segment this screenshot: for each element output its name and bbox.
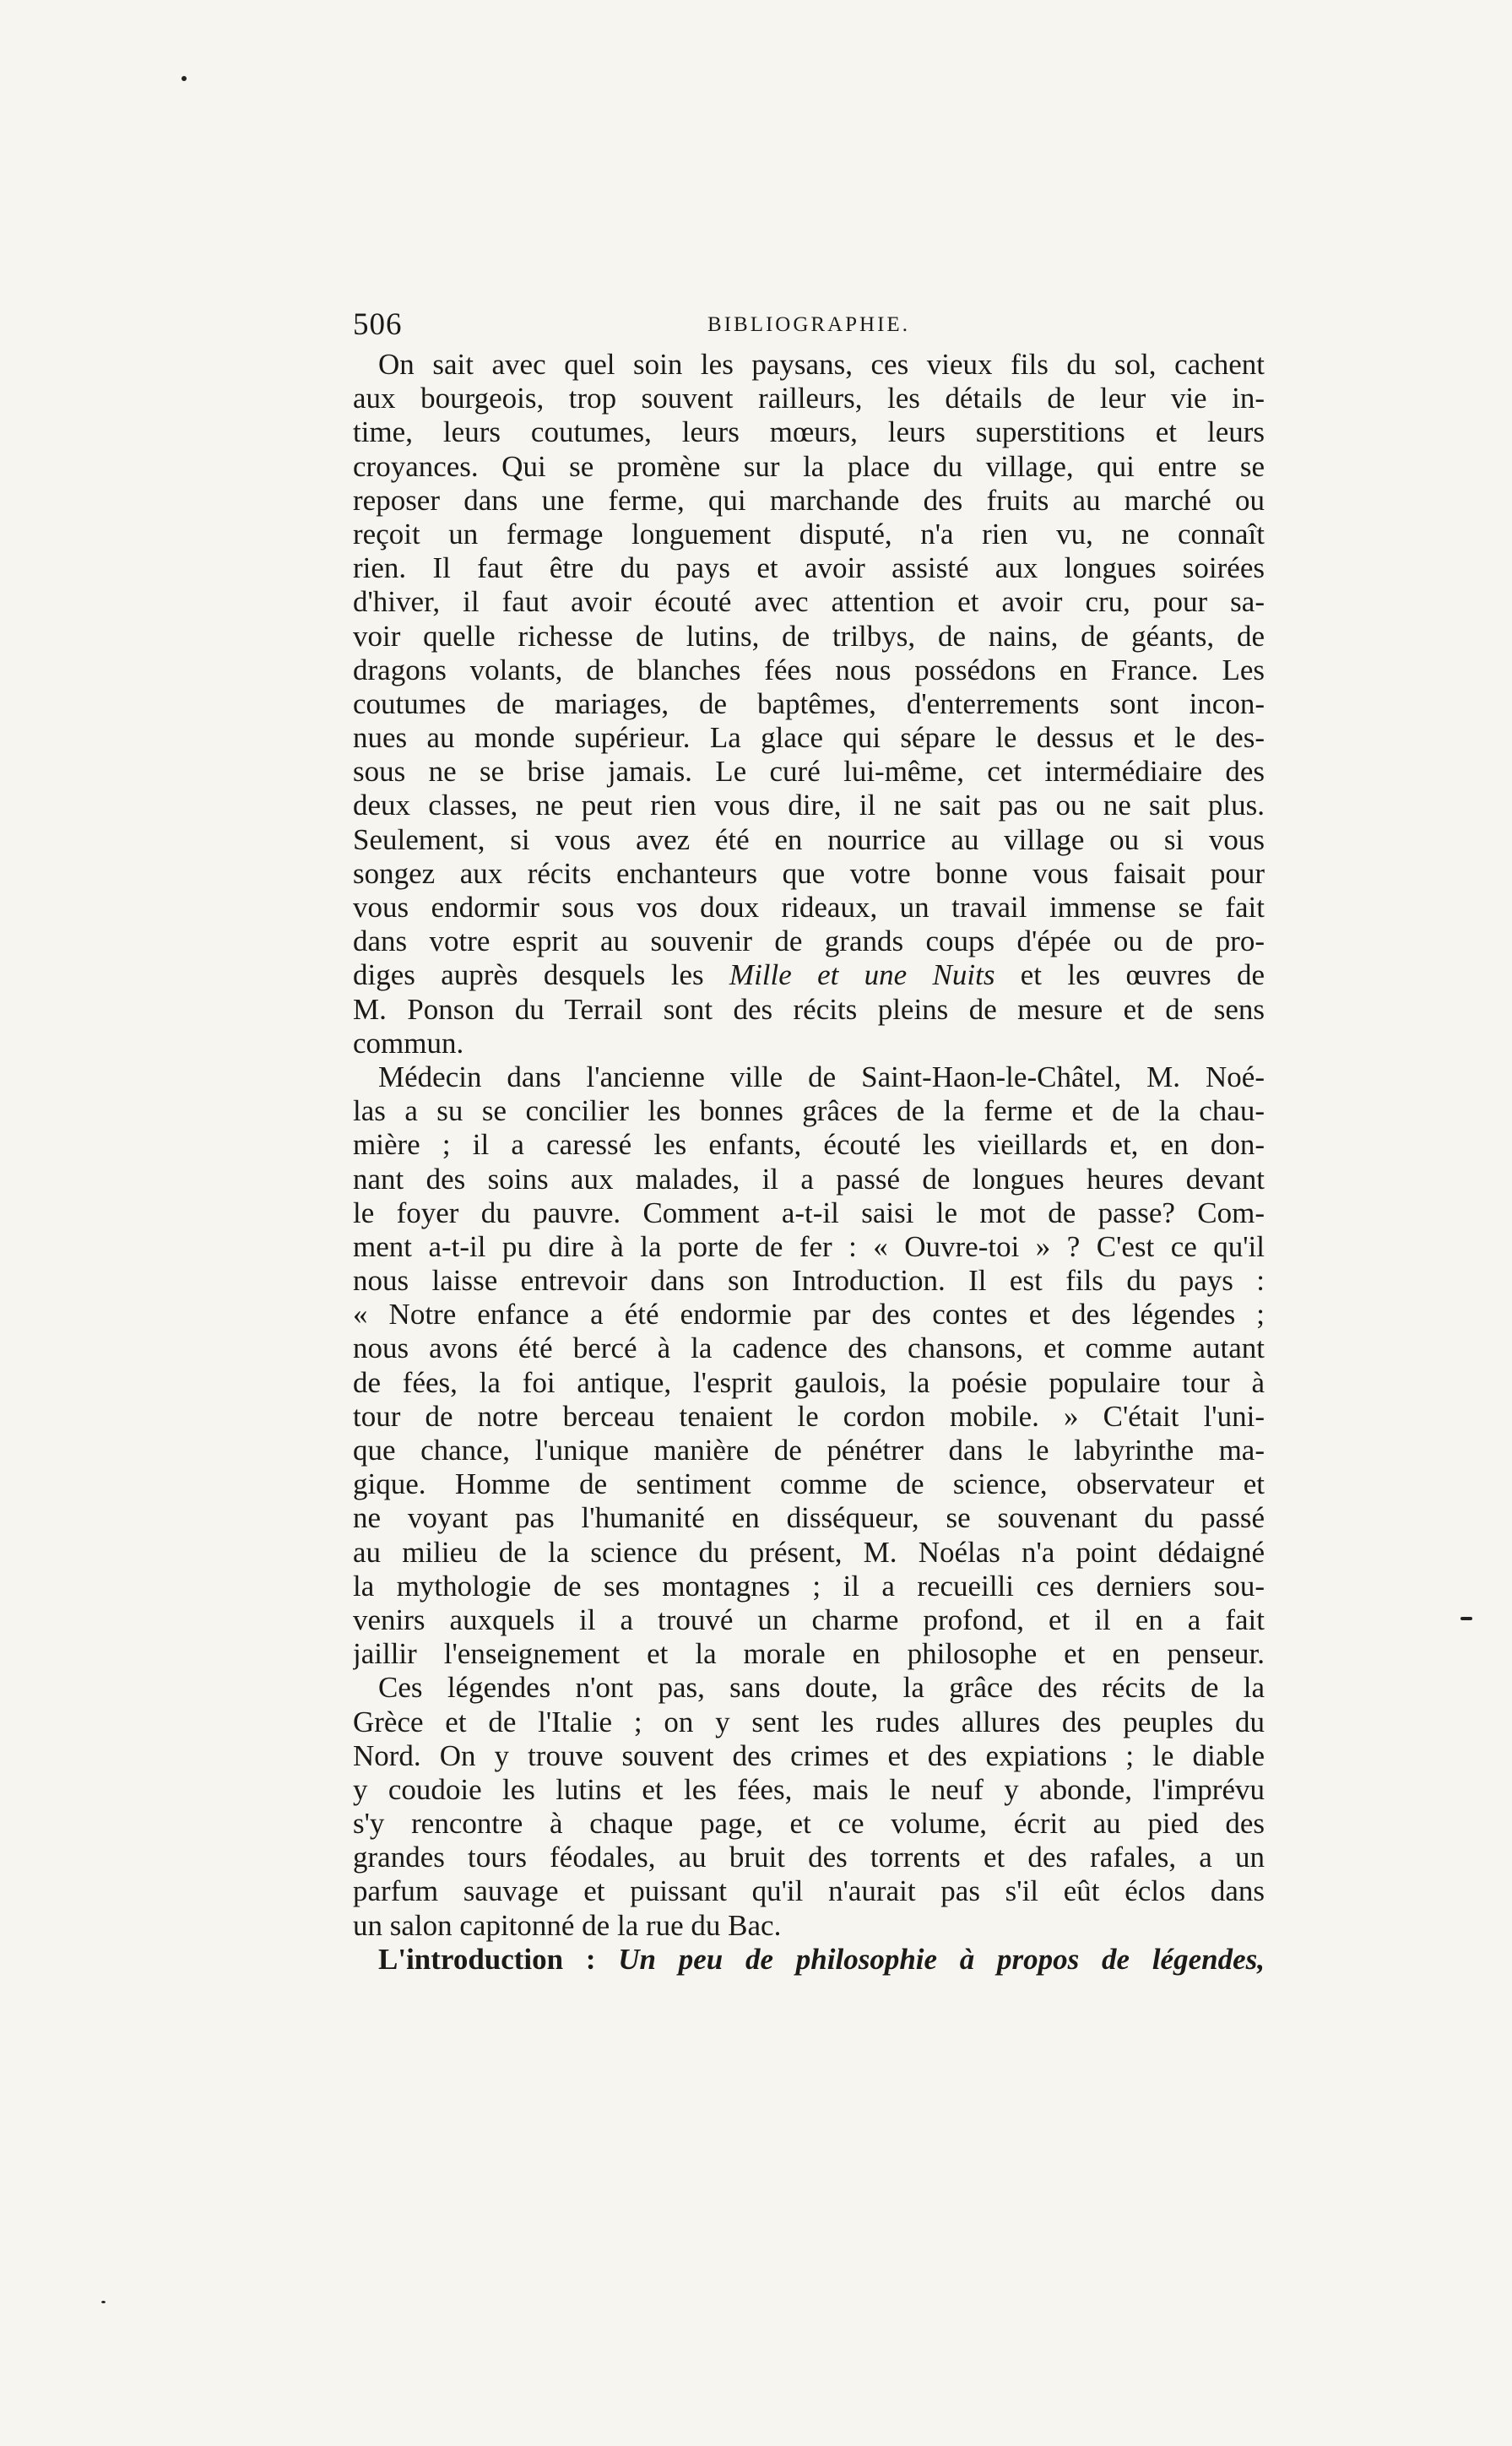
text-line: gique. Homme de sentiment comme de science, observateur et <box>353 1467 1265 1501</box>
text-line: Seulement, si vous avez été en nourrice au village ou si vous <box>353 822 1265 856</box>
text-line: croyances. Qui se promène sur la place du village, qui entre se <box>353 449 1265 483</box>
text-line: jaillir l'enseignement et la morale en philosophe et en penseur. <box>353 1637 1265 1671</box>
text-run: diges auprès desquels les <box>353 958 729 992</box>
running-head: BIBLIOGRAPHIE. <box>707 313 910 336</box>
introduction-title: Un peu de philosophie à propos de légendes, <box>618 1942 1265 1976</box>
text-line: le foyer du pauvre. Comment a-t-il saisi le mot de passe? Com- <box>353 1196 1265 1229</box>
text-line: voir quelle richesse de lutins, de trilbys, de nains, de géants, de <box>353 619 1265 653</box>
text-line: ne voyant pas l'humanité en disséqueur, se souvenant du passé <box>353 1501 1265 1535</box>
text-line: Médecin dans l'ancienne ville de Saint-Haon-le-Châtel, M. Noé- <box>378 1060 1265 1093</box>
text-line: M. Ponson du Terrail sont des récits pleins de mesure et de sens <box>353 992 1265 1026</box>
text-line: un salon capitonné de la rue du Bac. <box>353 1908 782 1942</box>
scan-speck <box>1461 1617 1472 1620</box>
book-page <box>353 304 1265 1977</box>
text-line-with-title <box>353 958 1265 992</box>
text-line: coutumes de mariages, de baptêmes, d'enterrements sont incon- <box>353 686 1265 720</box>
body-text <box>353 348 1265 1977</box>
text-line: vous endormir sous vos doux rideaux, un travail immense se fait <box>353 891 1265 924</box>
text-line: commun. <box>353 1026 464 1060</box>
text-line: la mythologie de ses montagnes ; il a recueilli ces derniers sou- <box>353 1569 1265 1603</box>
text-line: aux bourgeois, trop souvent railleurs, les détails de leur vie in- <box>353 382 1265 415</box>
scan-speck <box>182 76 187 81</box>
text-line: On sait avec quel soin les paysans, ces vieux fils du sol, cachent <box>378 348 1265 381</box>
scan-speck <box>101 2301 106 2303</box>
page-header <box>353 304 1265 346</box>
text-line: Grèce et de l'Italie ; on y sent les rudes allures des peuples du <box>353 1705 1265 1738</box>
text-line: s'y rencontre à chaque page, et ce volume, écrit au pied des <box>353 1807 1265 1841</box>
text-line: venirs auxquels il a trouvé un charme profond, et il en a fait <box>353 1603 1265 1636</box>
text-line: parfum sauvage et puissant qu'il n'aurait pas s'il eût éclos dans <box>353 1874 1265 1908</box>
text-line: dragons volants, de blanches fées nous possédons en France. Les <box>353 653 1265 686</box>
text-run: et les œuvres de <box>994 958 1265 992</box>
text-line: Nord. On y trouve souvent des crimes et des expiations ; le diable <box>353 1738 1265 1772</box>
text-line: nous avons été bercé à la cadence des chansons, et comme autant <box>353 1331 1265 1365</box>
text-line: y coudoie les lutins et les fées, mais le neuf y abonde, l'imprévu <box>353 1772 1265 1806</box>
text-line: d'hiver, il faut avoir écouté avec attention et avoir cru, pour sa- <box>353 585 1265 619</box>
text-line: au milieu de la science du présent, M. Noélas n'a point dédaigné <box>353 1535 1265 1569</box>
text-line: las a su se concilier les bonnes grâces de la ferme et de la chau- <box>353 1094 1265 1128</box>
text-line: songez aux récits enchanteurs que votre bonne vous faisait pour <box>353 856 1265 890</box>
text-line: de fées, la foi antique, l'esprit gaulois, la poésie populaire tour à <box>353 1365 1265 1399</box>
text-line: reposer dans une ferme, qui marchande des fruits au marché ou <box>353 483 1265 517</box>
text-line: reçoit un fermage longuement disputé, n'a rien vu, ne connaît <box>353 517 1265 550</box>
text-line: rien. Il faut être du pays et avoir assisté aux longues soirées <box>353 551 1265 585</box>
text-line: que chance, l'unique manière de pénétrer dans le labyrinthe ma- <box>353 1434 1265 1467</box>
text-line: nues au monde supérieur. La glace qui sépare le dessus et le des- <box>353 721 1265 755</box>
text-line: « Notre enfance a été endormie par des contes et des légendes ; <box>353 1298 1265 1331</box>
text-line: Ces légendes n'ont pas, sans doute, la grâce des récits de la <box>378 1671 1265 1705</box>
text-line: tour de notre berceau tenaient le cordon mobile. » C'était l'uni- <box>353 1399 1265 1433</box>
introduction-lead: L'introduction : <box>378 1942 596 1976</box>
text-line: time, leurs coutumes, leurs mœurs, leurs superstitions et leurs <box>353 415 1265 449</box>
text-line-introduction <box>353 1943 1265 1977</box>
text-line: sous ne se brise jamais. Le curé lui-même, cet intermédiaire des <box>353 755 1265 789</box>
text-line: dans votre esprit au souvenir de grands coups d'épée ou de pro- <box>353 925 1265 958</box>
text-line: deux classes, ne peut rien vous dire, il ne sait pas ou ne sait plus. <box>353 789 1265 822</box>
page-number: 506 <box>353 307 403 342</box>
text-line: nous laisse entrevoir dans son Introduction. Il est fils du pays : <box>353 1264 1265 1298</box>
text-line: ment a-t-il pu dire à la porte de fer : « Ouvre-toi » ? C'est ce qu'il <box>353 1229 1265 1263</box>
text-line: grandes tours féodales, au bruit des torrents et des rafales, a un <box>353 1841 1265 1874</box>
text-line: mière ; il a caressé les enfants, écouté les vieillards et, en don- <box>353 1128 1265 1162</box>
text-line: nant des soins aux malades, il a passé de longues heures devant <box>353 1162 1265 1196</box>
work-title: Mille et une Nuits <box>729 958 995 992</box>
